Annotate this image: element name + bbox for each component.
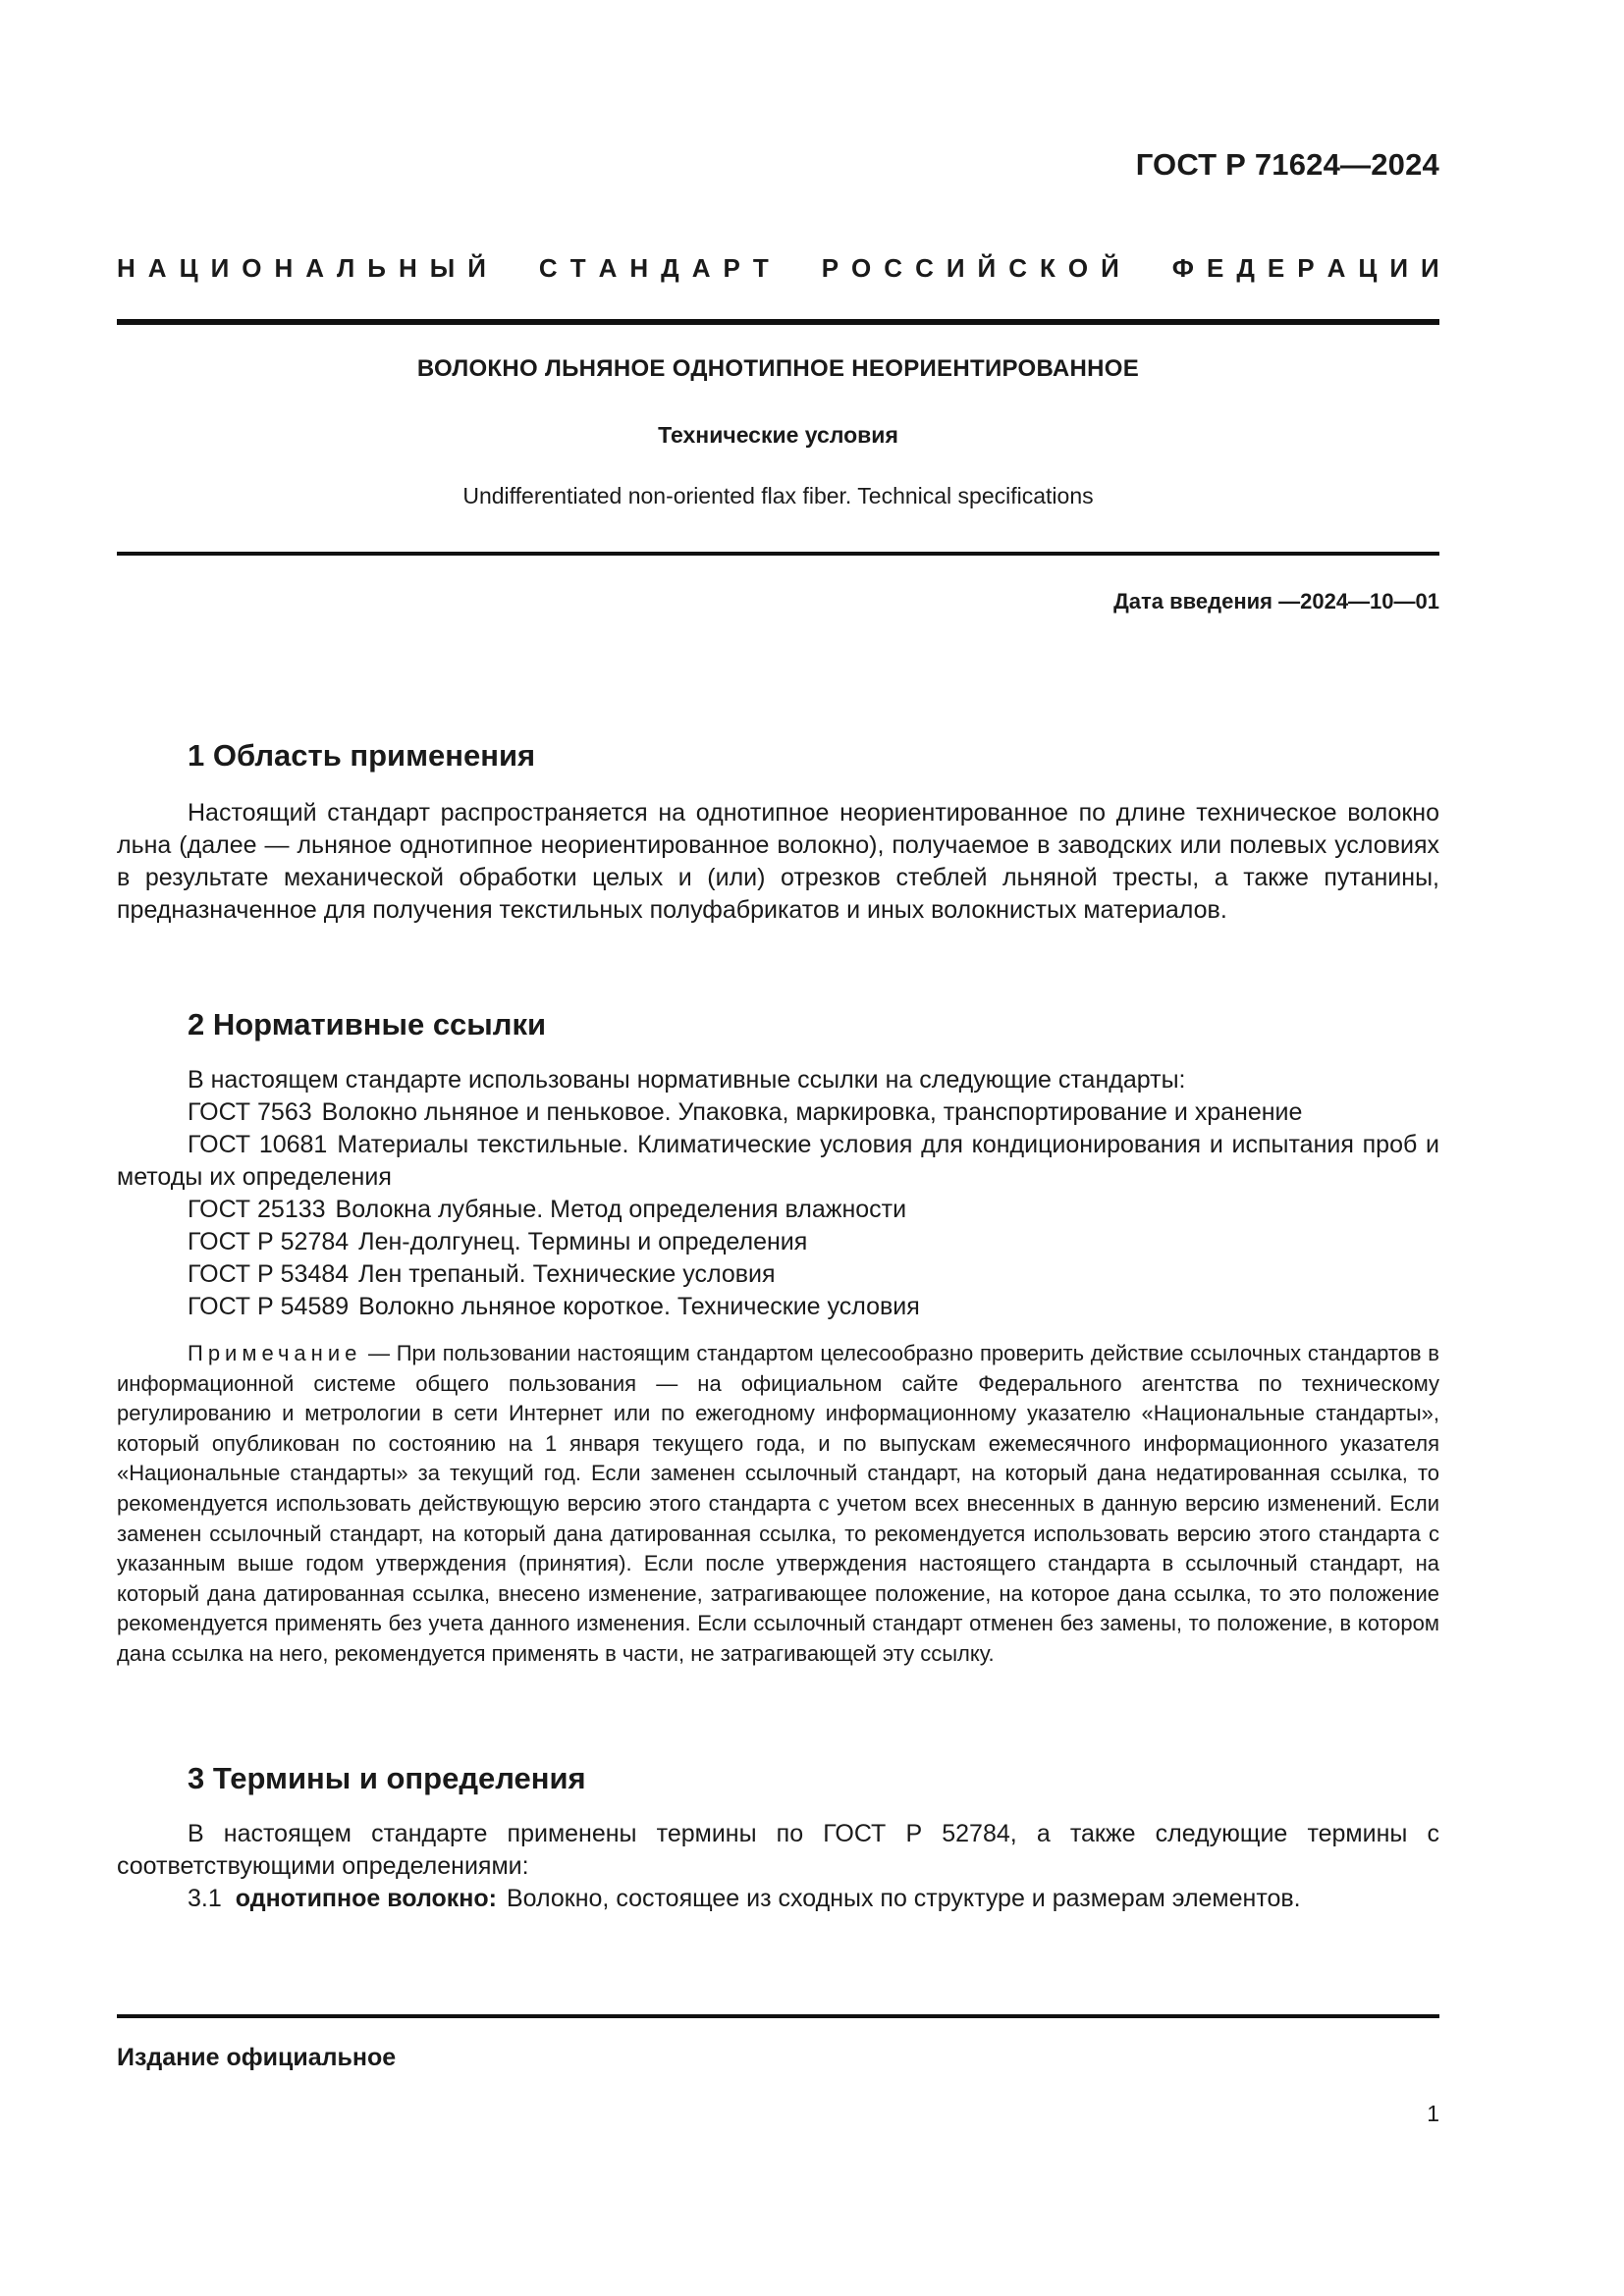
banner-letter: Д <box>661 253 679 283</box>
banner-letter: Й <box>1101 253 1119 283</box>
section-3-lead: В настоящем стандарте применены термины по ГОСТ Р 52784, а также следующие термины с соответствующими определениями: <box>117 1820 1439 1880</box>
section-3-heading: 3 Термины и определения <box>188 1761 586 1795</box>
term-definition <box>188 1883 1301 1915</box>
reference-title: Лен-долгунец. Термины и определения <box>358 1228 808 1255</box>
banner-letter: Д <box>1236 253 1255 283</box>
banner-letter: А <box>305 253 325 283</box>
banner-letter: Ы <box>429 253 456 283</box>
banner-letter: Р <box>821 253 839 283</box>
section-1-paragraph: Настоящий стандарт распространяется на однотипное неориентированное по длине техническое волокно льна (далее — льняное однотипное неориентированное волокно), получаемое в заводских или полевых условиях в результате механической обработки целых и (или) отрезков стеблей льняной тресты, а также путанины, предназначенное для получения текстильных полуфабрикатов и иных волокнистых материалов. <box>117 799 1439 924</box>
edition-label: Издание официальное <box>117 2044 397 2071</box>
reference-title: Лен трепаный. Технические условия <box>358 1260 776 1288</box>
banner-letter: А <box>598 253 618 283</box>
banner-letter: А <box>147 253 167 283</box>
banner-letter: Й <box>977 253 997 283</box>
banner-letter: Н <box>117 253 135 283</box>
document-number: ГОСТ Р 71624—2024 <box>1135 147 1439 182</box>
document-title-english: Undifferentiated non-oriented flax fiber. Technical specifications <box>462 483 1094 508</box>
banner-letter: Ь <box>367 253 386 283</box>
footer-rule <box>117 2014 1439 2018</box>
banner-letter: Е <box>1267 253 1285 283</box>
reference-item <box>188 1291 920 1323</box>
reference-item <box>188 1226 807 1258</box>
banner-word-gap <box>782 253 809 283</box>
banner-letter: Н <box>274 253 294 283</box>
banner-letter: А <box>1326 253 1346 283</box>
banner-letter: Ц <box>1358 253 1378 283</box>
section-2-lead: В настоящем стандарте использованы нормативные ссылки на следующие стандарты: <box>188 1066 1186 1094</box>
reference-code: ГОСТ Р 52784 <box>188 1228 350 1255</box>
references-note <box>117 1339 1439 1670</box>
banner-letter: Л <box>337 253 355 283</box>
banner-letter: И <box>1389 253 1409 283</box>
banner-letter: Р <box>1297 253 1315 283</box>
banner-letter: С <box>884 253 903 283</box>
note-text: — При пользовании настоящим стандартом целесообразно проверить действие ссылочных стандартов в информационной системе общего пользования — на официальном сайте Федерального агентства по техническому регулированию и метрологии в сети Интернет или по ежегодному информационному указателю «Национальные стандарты», который опубликован по состоянию на 1 января текущего года, и по выпускам ежемесячного информационного указателя «Национальные стандарты» за текущий год. Если заменен ссылочный стандарт, на который дана недатированная ссылка, то рекомендуется использовать действующую версию этого стандарта с учетом всех внесенных в данную версию изменений. Если заменен ссылочный стандарт, на который дана датированная ссылка, то рекомендуется использовать версию этого стандарта с указанным выше годом утверждения (принятия). Если после утверждения настоящего стандарта в ссылочный стандарт, на который дана датированная ссылка, внесено изменение, затрагивающее положение, на которое дана ссылка, то это положение рекомендуется применять без учета данного изменения. Если ссылочный стандарт отменен без замены, то положение, в котором дана ссылка на него, рекомендуется применять в части, не затрагивающей эту ссылку. <box>117 1341 1439 1666</box>
banner-letter: А <box>691 253 711 283</box>
banner-letter: С <box>915 253 934 283</box>
banner-letter: Ф <box>1171 253 1194 283</box>
banner-letter: Н <box>398 253 417 283</box>
section-1-heading: 1 Область применения <box>188 738 536 773</box>
reference-code: ГОСТ 25133 <box>188 1196 326 1223</box>
reference-title: Волокно льняное и пеньковое. Упаковка, маркировка, транспортирование и хранение <box>321 1098 1303 1126</box>
banner-letter: Р <box>723 253 740 283</box>
title-rule <box>117 552 1439 556</box>
term-number: 3.1 <box>188 1885 222 1912</box>
reference-code: ГОСТ 7563 <box>188 1098 312 1126</box>
reference-item <box>117 1129 1439 1194</box>
reference-item <box>188 1194 906 1226</box>
introduction-date: Дата введения —2024—10—01 <box>1113 589 1439 614</box>
banner-letter: К <box>1040 253 1056 283</box>
reference-title: Волокно льняное короткое. Технические условия <box>358 1293 920 1320</box>
banner-letter: Т <box>752 253 769 283</box>
banner-letter: И <box>210 253 230 283</box>
banner-letter: С <box>538 253 558 283</box>
reference-code: ГОСТ 10681 <box>188 1131 328 1158</box>
section-2-heading: 2 Нормативные ссылки <box>188 1007 547 1041</box>
banner-letter: И <box>946 253 965 283</box>
banner-letter: О <box>242 253 262 283</box>
note-label: Примечание <box>188 1341 362 1365</box>
term-definition-text: Волокно, состоящее из сходных по структуре и размерам элементов. <box>506 1885 1301 1912</box>
document-subtitle: Технические условия <box>658 422 898 448</box>
reference-title: Материалы текстильные. Климатические условия для кондиционирования и испытания проб и методы их определения <box>117 1131 1439 1191</box>
reference-item <box>188 1258 776 1291</box>
banner-letter: Й <box>467 253 486 283</box>
national-standard-banner <box>117 253 1439 283</box>
banner-letter: Ц <box>179 253 198 283</box>
banner-word-gap <box>1132 253 1160 283</box>
banner-letter: О <box>1067 253 1089 283</box>
banner-letter: Е <box>1207 253 1224 283</box>
reference-code: ГОСТ Р 54589 <box>188 1293 350 1320</box>
banner-letter: О <box>851 253 872 283</box>
reference-title: Волокна лубяные. Метод определения влажности <box>335 1196 907 1223</box>
banner-letter: И <box>1421 253 1439 283</box>
banner-letter: С <box>1008 253 1027 283</box>
document-title: ВОЛОКНО ЛЬНЯНОЕ ОДНОТИПНОЕ НЕОРИЕНТИРОВАННОЕ <box>416 355 1140 382</box>
banner-letter: Н <box>629 253 649 283</box>
banner-letter: Т <box>569 253 586 283</box>
document-page <box>117 0 1439 2296</box>
banner-word-gap <box>499 253 526 283</box>
page-number: 1 <box>1427 2101 1439 2126</box>
reference-code: ГОСТ Р 53484 <box>188 1260 350 1288</box>
header-rule <box>117 319 1439 325</box>
reference-item <box>188 1096 1302 1129</box>
term-name: однотипное волокно: <box>235 1885 497 1912</box>
